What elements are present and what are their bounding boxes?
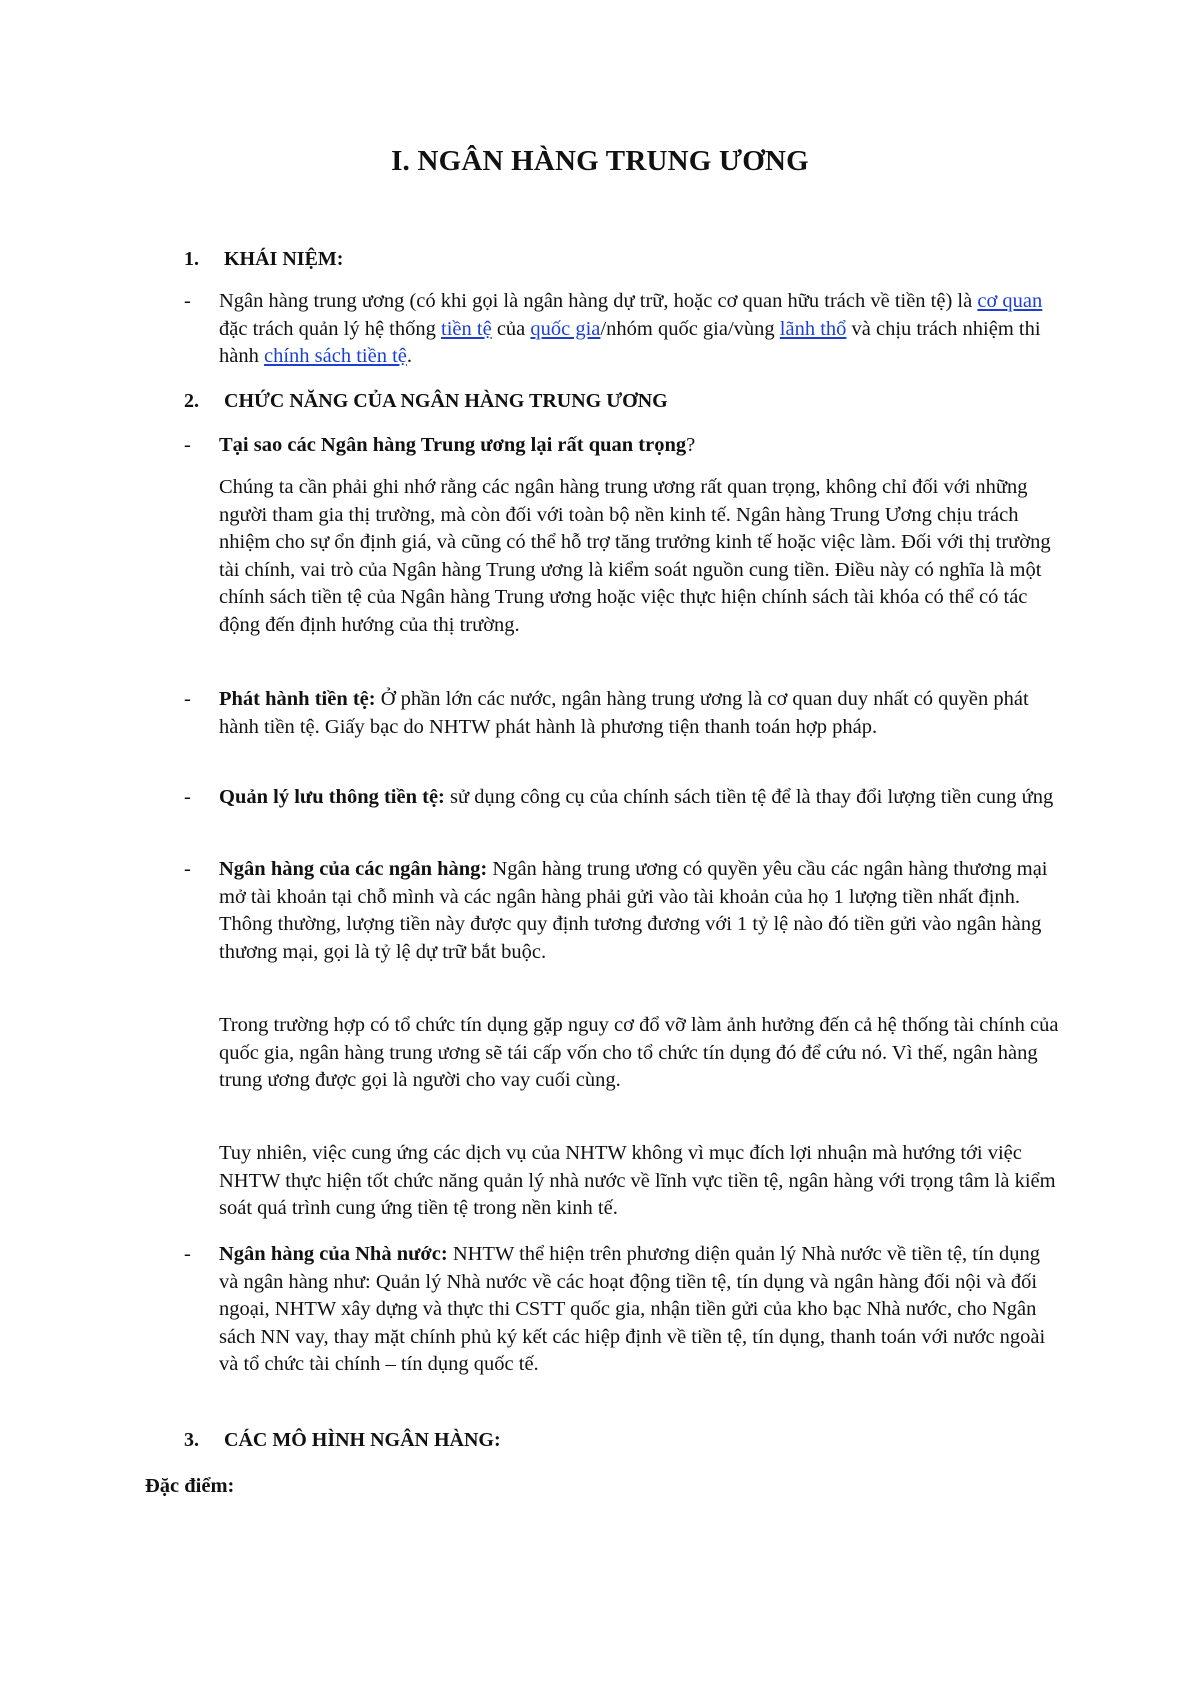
section-number: 2.	[184, 390, 199, 412]
banks-paragraph-1: Trong trường hợp có tổ chức tín dụng gặp nguy cơ đổ vỡ làm ảnh hưởng đến cả hệ thống tài chính của quốc gia, ngân hàng trung ương sẽ tái cấp vốn cho tổ chức tín dụng đó để cứu nó. Vì thế, ngân hàng trung ương được gọi là người cho vay cuối cùng.	[219, 1014, 1059, 1091]
link-lanh-tho[interactable]: lãnh thổ	[779, 317, 847, 340]
section-title: KHÁI NIỆM:	[224, 248, 344, 270]
bullet-dash: -	[184, 1243, 191, 1265]
state-item	[184, 1241, 1064, 1379]
link-quoc-gia[interactable]: quốc gia	[530, 317, 601, 340]
manage-text: Quản lý lưu thông tiền tệ: sử dụng công cụ của chính sách tiền tệ để là thay đổi lượng tiền cung ứng	[219, 786, 1054, 808]
link-co-quan[interactable]: cơ quan	[977, 290, 1043, 312]
why-question: Tại sao các Ngân hàng Trung ương lại rất quan trọng?	[219, 434, 696, 456]
page-title: I. NGÂN HÀNG TRUNG ƯƠNG	[391, 145, 809, 177]
manage-item	[184, 784, 1064, 812]
bullet-dash: -	[184, 858, 191, 880]
bullet-dash: -	[184, 688, 191, 710]
section-title: CÁC MÔ HÌNH NGÂN HÀNG:	[224, 1429, 501, 1451]
issue-text: Phát hành tiền tệ: Ở phần lớn các nước, ngân hàng trung ương là cơ quan duy nhất có quyền phát hành tiền tệ. Giấy bạc do NHTW phát hành là phương tiện thanh toán hợp pháp.	[219, 688, 1029, 738]
issue-item	[184, 686, 1064, 741]
link-tien-te[interactable]: tiền tệ	[441, 317, 492, 340]
why-paragraph: Chúng ta cần phải ghi nhớ rằng các ngân hàng trung ương rất quan trọng, không chỉ đối với những người tham gia thị trường, mà còn đối với toàn bộ nền kinh tế. Ngân hàng Trung Ương chịu trách nhiệm cho sự ổn định giá, và cũng có thể hỗ trợ tăng trưởng kinh tế hoặc việc làm. Đối với thị trường tài chính, vai trò của Ngân hàng Trung ương là kiểm soát nguồn cung tiền. Điều này có nghĩa là một chính sách tiền tệ của Ngân hàng Trung ương hoặc việc thực hiện chính sách tài khóa có thể có tác động đến định hướng của thị trường.	[219, 476, 1051, 636]
banks-item	[184, 856, 1064, 966]
bullet-dash: -	[184, 786, 191, 808]
state-text: Ngân hàng của Nhà nước: NHTW thể hiện trên phương diện quản lý Nhà nước về tiền tệ, tín dụng và ngân hàng như: Quản lý Nhà nước về các hoạt động tiền tệ, tín dụng và ngân hàng đối nội và đối ngoại, NHTW xây dựng và thực thi CSTT quốc gia, nhận tiền gửi của kho bạc Nhà nước, cho Ngân sách NN vay, thay mặt chính phủ ký kết các hiệp định về tiền tệ, tín dụng, thanh toán với nước ngoài và tổ chức tài chính – tín dụng quốc tế.	[219, 1243, 1046, 1375]
section-number: 1.	[184, 248, 199, 270]
section-title: CHỨC NĂNG CỦA NGÂN HÀNG TRUNG ƯƠNG	[224, 390, 668, 412]
link-chinh-sach-tien-te[interactable]: chính sách tiền tệ	[263, 345, 407, 367]
definition-text: Ngân hàng trung ương (có khi gọi là ngân hàng dự trữ, hoặc cơ quan hữu trách về tiền tệ) là cơ quan đặc trách quản lý hệ thống tiền tệ của quốc gia/nhóm quốc gia/vùng lãnh thổ và chịu trách nhiệm thi hành chính sách tiền tệ.	[219, 290, 1043, 367]
bullet-dash: -	[184, 290, 191, 312]
why-item	[184, 432, 1064, 460]
features-label: Đặc điểm:	[145, 1475, 235, 1497]
banks-text: Ngân hàng của các ngân hàng: Ngân hàng trung ương có quyền yêu cầu các ngân hàng thương mại mở tài khoản tại chỗ mình và các ngân hàng phải gửi vào tài khoản của họ 1 lượng tiền nhất định. Thông thường, lượng tiền này được quy định tương đương với 1 tỷ lệ nào đó tiền gửi vào ngân hàng thương mại, gọi là tỷ lệ dự trữ bắt buộc.	[219, 858, 1048, 963]
banks-paragraph-2: Tuy nhiên, việc cung ứng các dịch vụ của NHTW không vì mục đích lợi nhuận mà hướng tới việc NHTW thực hiện tốt chức năng quản lý nhà nước về lĩnh vực tiền tệ, ngân hàng với trọng tâm là kiểm soát quá trình cung ứng tiền tệ trong nền kinh tế.	[219, 1142, 1056, 1219]
section-number: 3.	[184, 1429, 199, 1451]
bullet-dash: -	[184, 434, 191, 456]
definition-item	[184, 288, 1064, 371]
